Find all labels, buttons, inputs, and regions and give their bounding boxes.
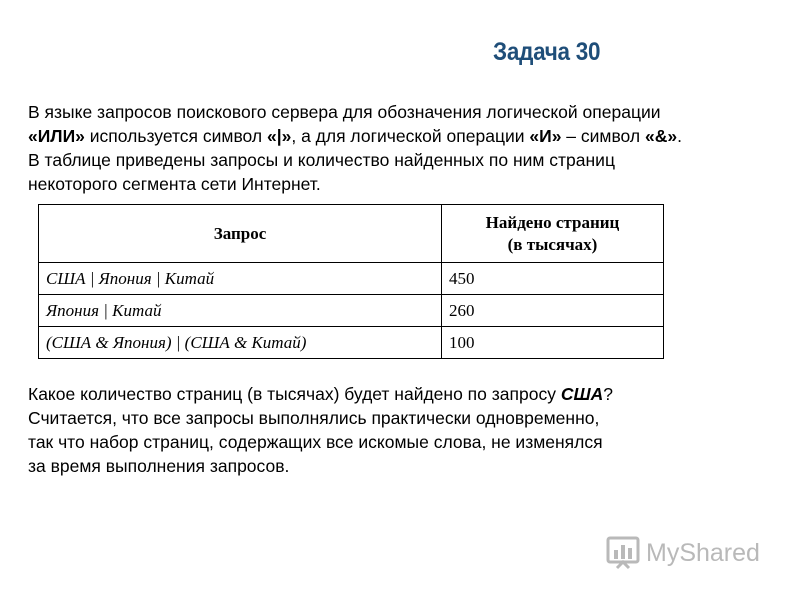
question-text (28, 382, 788, 478)
query-cell: (США & Япония) | (США & Китай) (39, 327, 442, 359)
intro-line-2 (28, 124, 788, 148)
table-row (39, 327, 664, 359)
intro-line-1: В языке запросов поискового сервера для обозначения логической операции (28, 102, 661, 122)
query-cell: США | Япония | Китай (39, 263, 442, 295)
and-label: «И» (529, 126, 562, 146)
header-found-line-2: (в тысячах) (507, 234, 598, 254)
header-query: Запрос (39, 205, 442, 263)
logo-text: MyShared (646, 538, 760, 567)
header-found (442, 205, 664, 263)
intro-text: – символ (561, 126, 645, 146)
page-title: Задача 30 (493, 38, 601, 66)
query-usa: США (560, 384, 604, 404)
or-symbol: «|» (266, 126, 292, 146)
count-cell: 450 (442, 263, 664, 295)
table-row (39, 295, 664, 327)
table-row (39, 263, 664, 295)
question-text-part: Какое количество страниц (в тысячах) будет найдено по запросу (28, 384, 561, 404)
question-line-3: так что набор страниц, содержащих все искомые слова, не изменялся (28, 432, 603, 452)
question-mark: ? (603, 384, 613, 404)
intro-text: , а для логической операции (291, 126, 530, 146)
intro-line-3: В таблице приведены запросы и количество найденных по ним страниц (28, 150, 615, 170)
question-line-4: за время выполнения запросов. (28, 456, 290, 476)
count-cell: 260 (442, 295, 664, 327)
intro-text: . (677, 126, 682, 146)
and-symbol: «&» (644, 126, 678, 146)
intro-text: используется символ (84, 126, 267, 146)
header-found-line-1: Найдено страниц (485, 212, 620, 232)
question-line-2: Считается, что все запросы выполнялись практически одновременно, (28, 408, 600, 428)
queries-table (38, 204, 664, 359)
intro-line-4: некоторого сегмента сети Интернет. (28, 174, 321, 194)
question-line-1 (28, 382, 788, 406)
or-label: «ИЛИ» (28, 126, 85, 146)
query-cell: Япония | Китай (39, 295, 442, 327)
problem-statement (28, 100, 788, 196)
chart-icon (606, 536, 640, 570)
myshared-logo[interactable] (606, 536, 760, 570)
table-header-row (39, 205, 664, 263)
count-cell: 100 (442, 327, 664, 359)
